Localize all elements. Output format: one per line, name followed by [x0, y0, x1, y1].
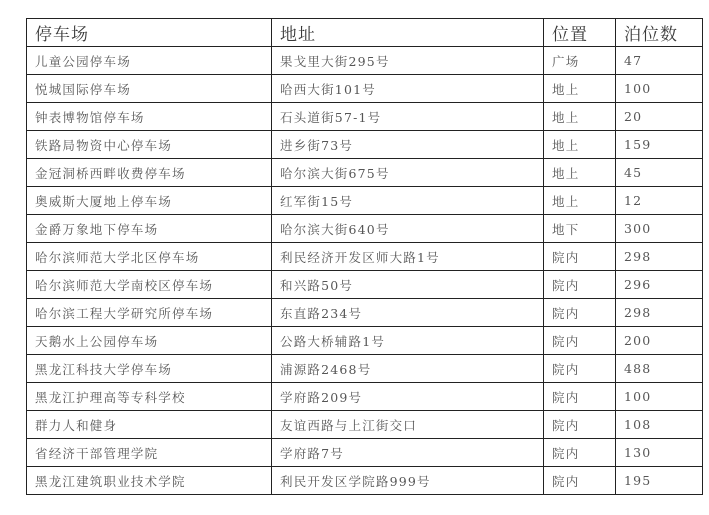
cell-address: 东直路234号: [272, 299, 544, 327]
cell-address: 利民开发区学院路999号: [272, 467, 544, 495]
cell-location: 院内: [544, 467, 616, 495]
cell-parking-lot: 天鹅水上公园停车场: [27, 327, 272, 355]
header-parking-lot: 停车场: [27, 19, 272, 47]
cell-address: 石头道街57-1号: [272, 103, 544, 131]
cell-spaces: 130: [616, 439, 703, 467]
table-row: [27, 215, 703, 243]
cell-spaces: 200: [616, 327, 703, 355]
cell-address: 进乡街73号: [272, 131, 544, 159]
table-row: [27, 243, 703, 271]
cell-location: 地下: [544, 215, 616, 243]
cell-parking-lot: 群力人和健身: [27, 411, 272, 439]
header-address: 地址: [272, 19, 544, 47]
cell-parking-lot: 悦城国际停车场: [27, 75, 272, 103]
cell-spaces: 12: [616, 187, 703, 215]
cell-address: 公路大桥辅路1号: [272, 327, 544, 355]
table-row: [27, 131, 703, 159]
table-row: [27, 411, 703, 439]
cell-spaces: 298: [616, 299, 703, 327]
cell-location: 地上: [544, 159, 616, 187]
cell-spaces: 488: [616, 355, 703, 383]
cell-address: 哈尔滨大街675号: [272, 159, 544, 187]
cell-location: 院内: [544, 271, 616, 299]
cell-location: 院内: [544, 299, 616, 327]
cell-address: 哈西大街101号: [272, 75, 544, 103]
cell-parking-lot: 哈尔滨师范大学北区停车场: [27, 243, 272, 271]
cell-parking-lot: 金冠洞桥西畔收费停车场: [27, 159, 272, 187]
cell-address: 哈尔滨大街640号: [272, 215, 544, 243]
table-row: [27, 355, 703, 383]
cell-address: 果戈里大街295号: [272, 47, 544, 75]
header-location: 位置: [544, 19, 616, 47]
cell-parking-lot: 省经济干部管理学院: [27, 439, 272, 467]
cell-location: 院内: [544, 327, 616, 355]
cell-location: 院内: [544, 355, 616, 383]
cell-spaces: 47: [616, 47, 703, 75]
cell-location: 院内: [544, 243, 616, 271]
cell-address: 浦源路2468号: [272, 355, 544, 383]
table-row: [27, 47, 703, 75]
table-row: [27, 159, 703, 187]
header-spaces: 泊位数: [616, 19, 703, 47]
table-row: [27, 187, 703, 215]
cell-parking-lot: 金爵万象地下停车场: [27, 215, 272, 243]
cell-parking-lot: 奥威斯大厦地上停车场: [27, 187, 272, 215]
cell-spaces: 108: [616, 411, 703, 439]
table-row: [27, 103, 703, 131]
cell-address: 友谊西路与上江街交口: [272, 411, 544, 439]
cell-spaces: 159: [616, 131, 703, 159]
table-row: [27, 467, 703, 495]
table-row: [27, 383, 703, 411]
cell-location: 院内: [544, 411, 616, 439]
table-row: [27, 299, 703, 327]
cell-spaces: 195: [616, 467, 703, 495]
cell-parking-lot: 儿童公园停车场: [27, 47, 272, 75]
cell-address: 和兴路50号: [272, 271, 544, 299]
cell-spaces: 100: [616, 75, 703, 103]
table-row: [27, 75, 703, 103]
cell-parking-lot: 黑龙江护理高等专科学校: [27, 383, 272, 411]
cell-spaces: 296: [616, 271, 703, 299]
cell-spaces: 300: [616, 215, 703, 243]
cell-address: 学府路209号: [272, 383, 544, 411]
cell-parking-lot: 黑龙江建筑职业技术学院: [27, 467, 272, 495]
cell-spaces: 298: [616, 243, 703, 271]
cell-location: 院内: [544, 383, 616, 411]
cell-location: 院内: [544, 439, 616, 467]
cell-location: 地上: [544, 103, 616, 131]
cell-location: 广场: [544, 47, 616, 75]
cell-parking-lot: 哈尔滨工程大学研究所停车场: [27, 299, 272, 327]
cell-parking-lot: 铁路局物资中心停车场: [27, 131, 272, 159]
cell-parking-lot: 哈尔滨师范大学南校区停车场: [27, 271, 272, 299]
cell-spaces: 20: [616, 103, 703, 131]
cell-location: 地上: [544, 131, 616, 159]
cell-parking-lot: 黑龙江科技大学停车场: [27, 355, 272, 383]
cell-location: 地上: [544, 187, 616, 215]
cell-parking-lot: 钟表博物馆停车场: [27, 103, 272, 131]
cell-location: 地上: [544, 75, 616, 103]
parking-table: [26, 18, 703, 495]
cell-spaces: 100: [616, 383, 703, 411]
cell-address: 学府路7号: [272, 439, 544, 467]
table-row: [27, 271, 703, 299]
cell-address: 利民经济开发区师大路1号: [272, 243, 544, 271]
table-row: [27, 439, 703, 467]
header-row: [27, 19, 703, 47]
table-row: [27, 327, 703, 355]
cell-spaces: 45: [616, 159, 703, 187]
cell-address: 红军街15号: [272, 187, 544, 215]
